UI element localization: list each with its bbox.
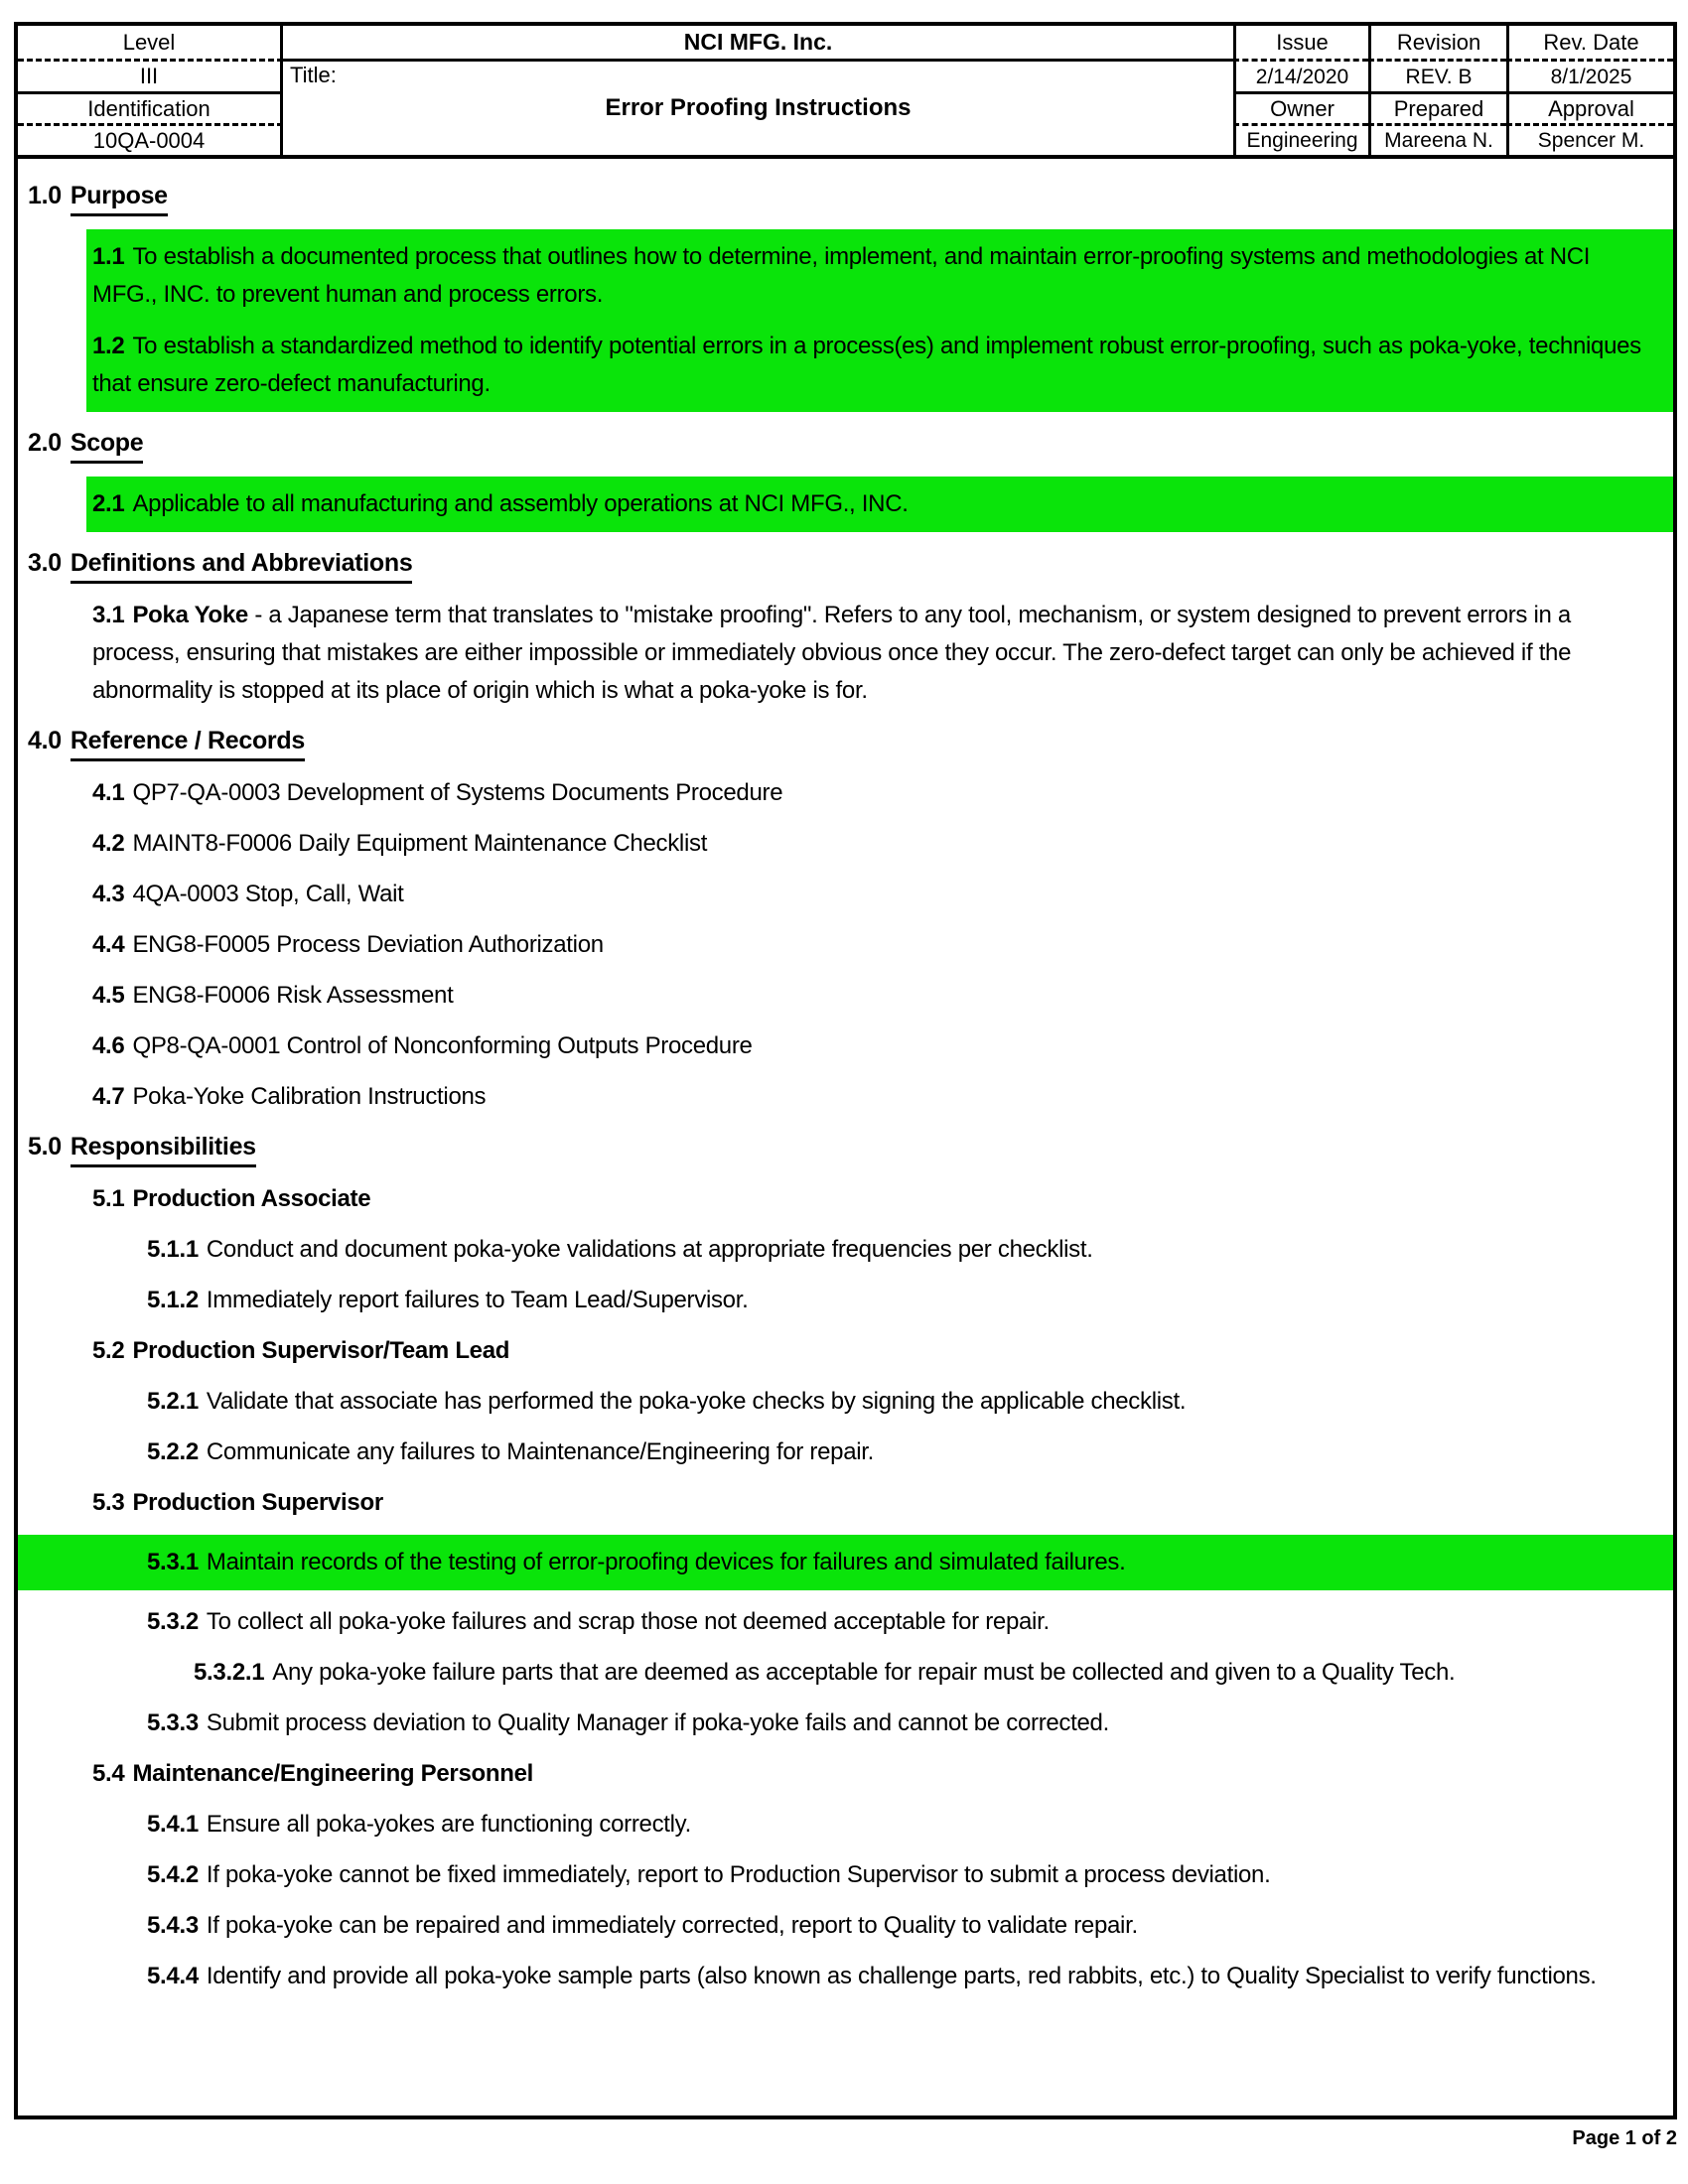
item-number: 1.1 [92, 243, 125, 270]
title-label: Title: [290, 63, 337, 87]
highlight-block [86, 477, 1673, 532]
item-text: Any poka-yoke failure parts that are deemed as acceptable for repair must be collected and given to a Quality Tech. [272, 1659, 1456, 1686]
revision-label: Revision [1368, 26, 1506, 62]
paragraph [92, 876, 1618, 913]
prepared-value: Mareena N. [1368, 126, 1506, 155]
item-number: 5.4.2 [147, 1861, 199, 1888]
paragraph [92, 328, 1648, 403]
paragraph [92, 1332, 1618, 1370]
page-number: Page 1 of 2 [1572, 2127, 1677, 2149]
highlight-block [86, 229, 1673, 412]
item-number: 5.1.2 [147, 1287, 199, 1313]
paragraph [147, 1433, 1618, 1471]
document-body [18, 159, 1673, 1995]
item-number: 5.3.2 [147, 1608, 199, 1635]
paragraph [194, 1654, 1618, 1692]
paragraph [147, 1231, 1618, 1269]
highlight-block [18, 1535, 1673, 1590]
item-number: 4.2 [92, 830, 125, 857]
paragraph [92, 597, 1618, 710]
section-number: 4.0 [28, 727, 62, 754]
paragraph [147, 1806, 1618, 1843]
item-number: 2.1 [92, 490, 125, 517]
paragraph [147, 1282, 1618, 1319]
item-number: 5.4.4 [147, 1963, 199, 1989]
item-text: To establish a standardized method to identify potential errors in a process(es) and implement robust error-proofing, such as poka-yoke, techniques that ensure zero-defect manufacturing. [92, 333, 1641, 397]
section-heading [18, 548, 1618, 584]
paragraph [92, 1078, 1618, 1116]
paragraph [147, 1383, 1618, 1421]
item-text: 4QA-0003 Stop, Call, Wait [132, 881, 404, 907]
item-text: Production Supervisor/Team Lead [132, 1337, 510, 1364]
item-number: 3.1 [92, 602, 125, 628]
title-cell [283, 62, 1233, 155]
item-text: To collect all poka-yoke failures and scrap those not deemed acceptable for repair. [206, 1608, 1050, 1635]
item-text: Applicable to all manufacturing and assembly operations at NCI MFG., INC. [132, 490, 909, 517]
section-heading [18, 726, 1618, 761]
item-text: Submit process deviation to Quality Manager if poka-yoke fails and cannot be corrected. [206, 1709, 1109, 1736]
item-number: 5.1 [92, 1185, 125, 1212]
section-number: 1.0 [28, 182, 62, 209]
item-number: 5.1.1 [147, 1236, 199, 1263]
item-number: 5.3 [92, 1489, 125, 1516]
item-text: Conduct and document poka-yoke validations at appropriate frequencies per checklist. [206, 1236, 1093, 1263]
paragraph [92, 1755, 1618, 1793]
paragraph [92, 1180, 1618, 1218]
paragraph [147, 1958, 1618, 1995]
item-text: Immediately report failures to Team Lead/Supervisor. [206, 1287, 749, 1313]
section-heading [18, 181, 1618, 216]
item-text: MAINT8-F0006 Daily Equipment Maintenance Checklist [132, 830, 708, 857]
item-number: 4.4 [92, 931, 125, 958]
level-label: Level [18, 26, 283, 62]
revision-value: REV. B [1368, 62, 1506, 94]
owner-label: Owner [1233, 94, 1368, 126]
item-number: 5.4 [92, 1760, 125, 1787]
paragraph [92, 238, 1648, 314]
section-heading [18, 428, 1618, 464]
paragraph [92, 977, 1618, 1015]
section-title: Responsibilities [70, 1132, 256, 1167]
level-value: III [18, 62, 283, 94]
item-text: - a Japanese term that translates to "mistake proofing". Refers to any tool, mechanism, or system designed to prevent errors in a process, ensuring that mistakes are either impossible or immediately obvious once they occur. The zero-defect target can only be achieved if the abnormality is stopped at its place of origin which is what a poka-yoke is for. [92, 602, 1572, 704]
paragraph [92, 825, 1618, 863]
item-number: 5.3.1 [147, 1549, 199, 1575]
issue-label: Issue [1233, 26, 1368, 62]
rev-date-value: 8/1/2025 [1506, 62, 1673, 94]
section-title: Purpose [70, 181, 168, 216]
item-text: ENG8-F0005 Process Deviation Authorization [132, 931, 604, 958]
prepared-label: Prepared [1368, 94, 1506, 126]
item-number: 4.7 [92, 1083, 125, 1110]
item-number: 5.4.3 [147, 1912, 199, 1939]
item-number: 4.5 [92, 982, 125, 1009]
item-text: Maintain records of the testing of error-proofing devices for failures and simulated failures. [206, 1549, 1126, 1575]
item-text: QP7-QA-0003 Development of Systems Documents Procedure [132, 779, 783, 806]
paragraph [92, 1484, 1618, 1522]
item-text: Ensure all poka-yokes are functioning correctly. [206, 1811, 691, 1838]
section-number: 5.0 [28, 1133, 62, 1160]
section-title: Reference / Records [70, 726, 305, 761]
section-title: Definitions and Abbreviations [70, 548, 413, 584]
item-text: Maintenance/Engineering Personnel [132, 1760, 533, 1787]
owner-value: Engineering [1233, 126, 1368, 155]
approval-label: Approval [1506, 94, 1673, 126]
identification-label: Identification [18, 94, 283, 126]
item-number: 5.2 [92, 1337, 125, 1364]
document-header-table [18, 26, 1673, 159]
item-text: Validate that associate has performed the poka-yoke checks by signing the applicable checklist. [206, 1388, 1187, 1415]
section-number: 2.0 [28, 429, 62, 457]
rev-date-label: Rev. Date [1506, 26, 1673, 62]
item-text: Poka-Yoke Calibration Instructions [132, 1083, 487, 1110]
item-text: To establish a documented process that outlines how to determine, implement, and maintain error-proofing systems and methodologies at NCI MFG., INC. to prevent human and process errors. [92, 243, 1591, 308]
document-sheet [14, 22, 1677, 2119]
item-text: ENG8-F0006 Risk Assessment [132, 982, 454, 1009]
item-text: Identify and provide all poka-yoke sample parts (also known as challenge parts, red rabbits, etc.) to Quality Specialist to verify functions. [206, 1963, 1597, 1989]
paragraph [92, 926, 1618, 964]
item-number: 5.2.1 [147, 1388, 199, 1415]
item-text: Production Supervisor [132, 1489, 383, 1516]
paragraph [147, 1856, 1618, 1894]
item-number: 5.3.2.1 [194, 1659, 265, 1686]
paragraph [147, 1544, 1618, 1581]
paragraph [147, 1603, 1618, 1641]
item-number: 4.3 [92, 881, 125, 907]
item-number: 4.6 [92, 1032, 125, 1059]
item-text: QP8-QA-0001 Control of Nonconforming Outputs Procedure [132, 1032, 753, 1059]
paragraph [92, 485, 1648, 523]
section-title: Scope [70, 428, 144, 464]
item-text: If poka-yoke cannot be fixed immediately, report to Production Supervisor to submit a process deviation. [206, 1861, 1271, 1888]
item-text: If poka-yoke can be repaired and immediately corrected, report to Quality to validate repair. [206, 1912, 1138, 1939]
item-number: 5.4.1 [147, 1811, 199, 1838]
item-bold-text: Poka Yoke [132, 602, 248, 628]
paragraph [147, 1907, 1618, 1945]
item-number: 5.2.2 [147, 1438, 199, 1465]
item-number: 1.2 [92, 333, 125, 359]
document-title: Error Proofing Instructions [605, 94, 912, 121]
paragraph [92, 1027, 1618, 1065]
paragraph [92, 774, 1618, 812]
approval-value: Spencer M. [1506, 126, 1673, 155]
identification-value: 10QA-0004 [18, 126, 283, 155]
item-number: 4.1 [92, 779, 125, 806]
company-name: NCI MFG. Inc. [283, 26, 1233, 62]
section-number: 3.0 [28, 549, 62, 577]
paragraph [147, 1705, 1618, 1742]
item-text: Communicate any failures to Maintenance/Engineering for repair. [206, 1438, 875, 1465]
issue-value: 2/14/2020 [1233, 62, 1368, 94]
item-text: Production Associate [132, 1185, 371, 1212]
item-number: 5.3.3 [147, 1709, 199, 1736]
section-heading [18, 1132, 1618, 1167]
